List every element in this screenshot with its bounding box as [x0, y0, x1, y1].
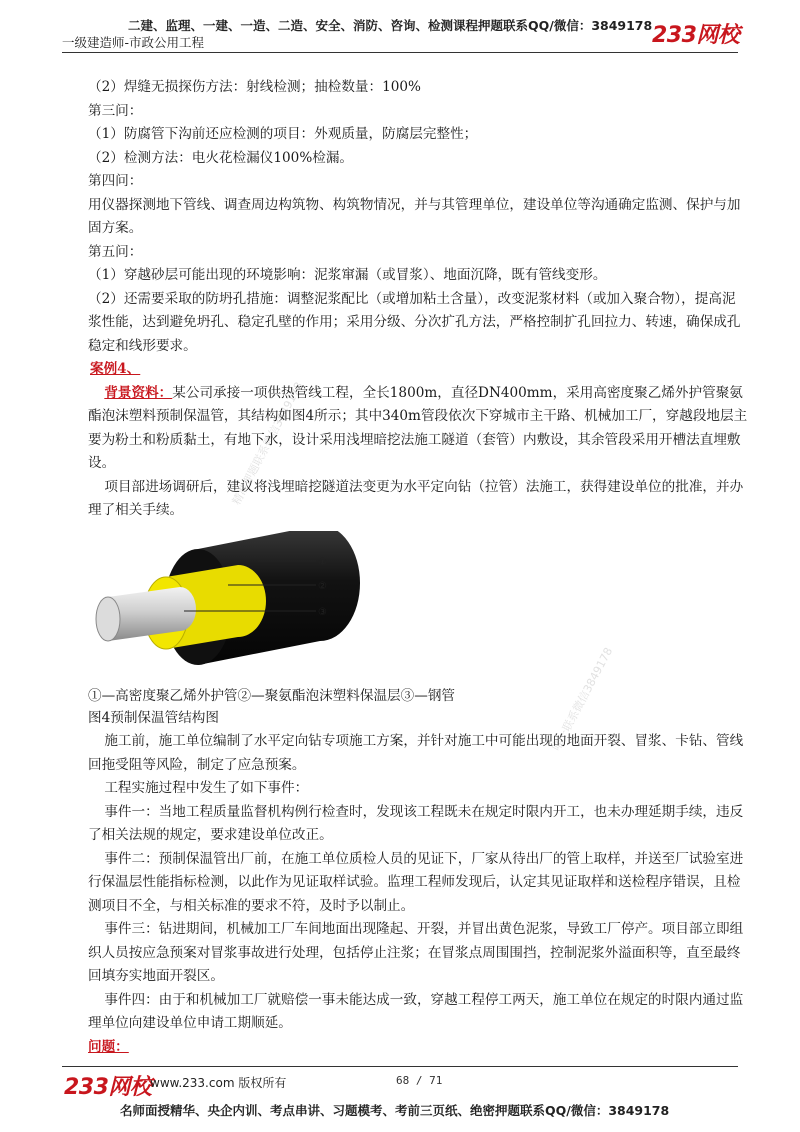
questions-heading: [88, 1036, 748, 1060]
question-heading: 第三问：: [88, 102, 143, 119]
watermark: 精准押题联系微信3849178: [229, 379, 306, 508]
header-divider: [62, 52, 738, 53]
answer-paragraph: （2）还需要采取的防坍孔措施：调整泥浆配比（或增加粘土含量），改变泥浆材料（或加入聚合物），提高泥浆性能，达到避免坍孔、稳定孔壁的作用；采用分级、分次扩孔方法，严格控制扩孔回拉力、转速，确保成孔稳定和线形要求。: [88, 290, 741, 354]
event-paragraph: 事件四：由于和机械加工厂就赔偿一事未能达成一致，穿越工程停工两天，施工单位在规定的时限内通过监理单位向建设单位申请工期顺延。: [88, 991, 744, 1031]
body-paragraph: 项目部进场调研后，建议将浅埋暗挖隧道法变更为水平定向钻（拉管）法施工，获得建设单位的批准，并办理了相关手续。: [88, 478, 744, 518]
case-title: [88, 358, 748, 382]
watermark: 唯一联系微信3849178: [549, 645, 616, 754]
answer-paragraph: （2）焊缝无损探伤方法：射线检测；抽检数量：100%: [88, 79, 421, 95]
questions-label: 问题：: [88, 1038, 129, 1055]
figure-label-3: ③: [318, 606, 327, 618]
pipe-structure-figure: [88, 531, 368, 681]
footer-divider: [62, 1066, 738, 1067]
question-heading: 第五问：: [88, 243, 143, 260]
brand-logo: 233网校: [652, 23, 740, 48]
event-paragraph: 事件三：钻进期间，机械加工厂车间地面出现隆起、开裂，并冒出黄色泥浆，导致工厂停产。项目部立即组织人员按应急预案对冒浆事故进行处理，包括停止注浆；在冒浆点周围围挡，控制泥浆外溢面积等，直至最终回填夯实地面开裂区。: [88, 921, 744, 984]
page-number: 68 / 71: [396, 1074, 443, 1087]
pipe-structure-diagram: [88, 531, 368, 681]
answer-paragraph: （2）检测方法：电火花检漏仪100%检漏。: [88, 149, 354, 166]
footer-logo: 233网校: [64, 1075, 152, 1100]
page-content: [88, 76, 748, 1059]
header-promo-text: 二建、监理、一建、一造、二造、安全、消防、咨询、检测课程押题联系QQ/微信：3849178: [128, 18, 653, 33]
answer-paragraph: （1）穿越砂层可能出现的环境影响：泥浆窜漏（或冒浆）、地面沉降，既有管线变形。: [88, 267, 607, 283]
event-paragraph: 事件一：当地工程质量监督机构例行检查时，发现该工程既未在规定时限内开工，也未办理延期手续，违反了相关法规的规定，要求建设单位改正。: [88, 803, 744, 843]
background-label: 背景资料：: [104, 384, 173, 401]
body-paragraph: 工程实施过程中发生了如下事件：: [104, 780, 309, 796]
steel-pipe-end: [96, 597, 120, 641]
footer-promo-text: 名师面授精华、央企内训、考点串讲、习题模考、考前三页纸、绝密押题联系QQ/微信：3849178: [120, 1103, 670, 1118]
figure-label-1: ①: [318, 556, 327, 568]
document-title: 一级建造师-市政公用工程: [62, 35, 205, 50]
event-paragraph: 事件二：预制保温管出厂前，在施工单位质检人员的见证下，厂家从待出厂的管上取样，并送至厂试验室进行保温层性能指标检测，以此作为见证取样试验。监理工程师发现后，认定其见证取样和送检程序错误，且检测项目不全，与相关标准的要求不符，及时予以制止。: [88, 850, 744, 914]
case-title-text: 案例4、: [90, 361, 141, 377]
answer-paragraph: 用仪器探测地下管线、调查周边构筑物、构筑物情况，并与其管理单位，建设单位等沟通确定监测、保护与加固方案。: [88, 196, 741, 236]
question-heading: 第四问：: [88, 173, 143, 189]
figure-label-2: ②: [318, 580, 327, 592]
body-paragraph: 施工前，施工单位编制了水平定向钻专项施工方案，并针对施工中可能出现的地面开裂、冒浆、卡钻、管线回拖受阻等风险，制定了应急预案。: [88, 733, 744, 773]
background-paragraph: [88, 382, 748, 476]
background-text: 某公司承接一项供热管线工程，全长1800m，直径DN400mm，采用高密度聚乙烯外护管聚氨酯泡沫塑料预制保温管，其结构如图4所示；其中340m管段依次下穿城市主干路、机械加工厂，穿越段地层主要为粉土和粉质黏土，有地下水，设计采用浅埋暗挖法施工隧道（套管）内敷设，其余管段采用开槽法直埋敷设。: [88, 384, 748, 471]
answer-paragraph: （1）防腐管下沟前还应检测的项目：外观质量，防腐层完整性；: [88, 126, 478, 142]
footer-copyright: www.233.com 版权所有: [150, 1076, 287, 1090]
figure-legend: ①—高密度聚乙烯外护管②—聚氨酯泡沫塑料保温层③—钢管: [88, 687, 456, 704]
figure-caption: 图4预制保温管结构图: [88, 709, 219, 726]
